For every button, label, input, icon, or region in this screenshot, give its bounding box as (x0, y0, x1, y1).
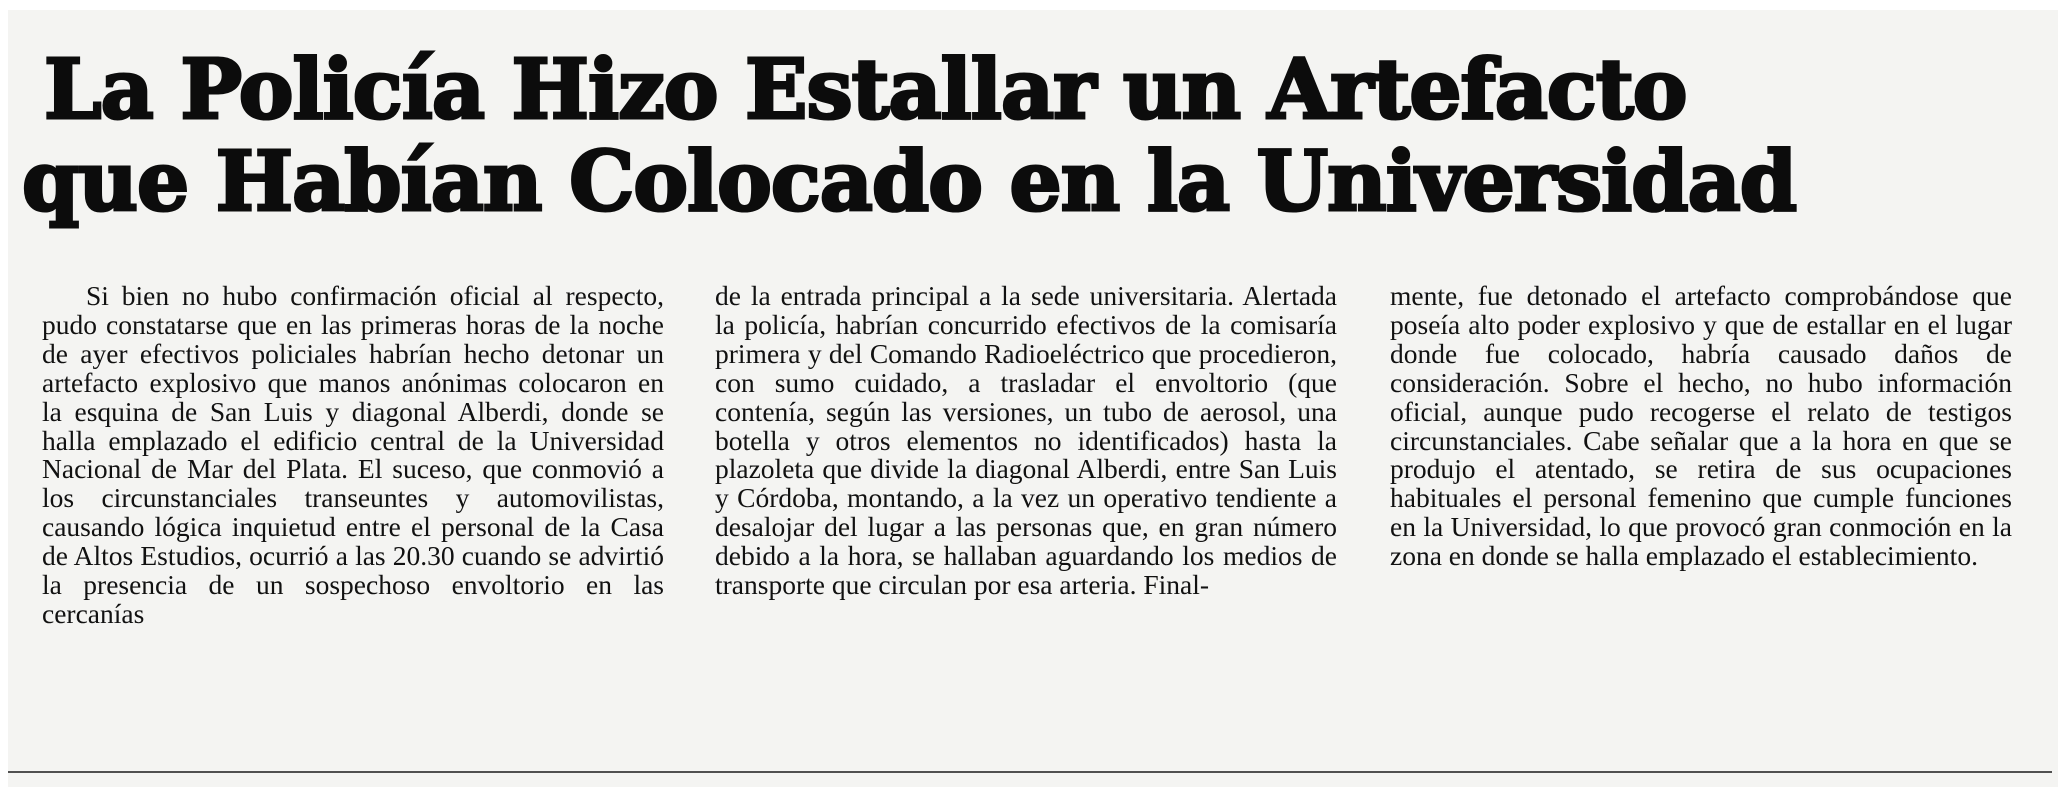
article-body (42, 282, 2042, 782)
article-column-1 (42, 282, 664, 629)
article-paragraph-2: de la entrada principal a la sede universitaria. Alertada la policía, habrían concurrido efectivos de la comisaría primera y del Comando Radioeléctrico que procedieron, con sumo cuidado, a trasladar el envoltorio (que contenía, según las versiones, un tubo de aerosol, una botella y otros elementos no identificados) hasta la plazoleta que divide la diagonal Alberdi, entre San Luis y Córdoba, montando, a la vez un operativo tendiente a desalojar del lugar a las personas que, en gran número debido a la hora, se hallaban aguardando los medios de transporte que circulan por esa arteria. Final- (715, 280, 1337, 601)
headline (22, 44, 2052, 228)
article-column-3 (1390, 282, 2012, 571)
article-paragraph-3: mente, fue detonado el artefacto comprobándose que poseía alto poder explosivo y que de estallar en el lugar donde fue colocado, habría causado daños de consideración. Sobre el hecho, no hubo información oficial, aunque pudo recogerse el relato de testigos circunstanciales. Cabe señalar que a la hora en que se produjo el atentado, se retira de sus ocupaciones habituales el personal femenino que cumple funciones en la Universidad, lo que provocó gran conmoción en la zona en donde se halla emplazado el establecimiento. (1390, 280, 2012, 572)
article-column-2 (715, 282, 1337, 600)
headline-line-2: que Habían Colocado en la Universidad (22, 134, 1797, 230)
page-edge (2058, 10, 2072, 787)
headline-line-1: La Policía Hizo Estallar un Artefacto (44, 42, 1687, 138)
bottom-rule (8, 771, 2052, 773)
article-paragraph-1: Si bien no hubo confirmación oficial al respecto, pudo constatarse que en las primeras horas de la noche de ayer efectivos policiales habrían hecho detonar un artefacto explosivo que manos anónimas colocaron en la esquina de San Luis y diagonal Alberdi, donde se halla emplazado el edificio central de la Universidad Nacional de Mar del Plata. El suceso, que conmovió a los circunstanciales transeuntes y automovilistas, causando lógica inquietud entre el personal de la Casa de Altos Estudios, ocurrió a las 20.30 cuando se advirtió la presencia de un sospechoso envoltorio en las cercanías (42, 280, 664, 629)
